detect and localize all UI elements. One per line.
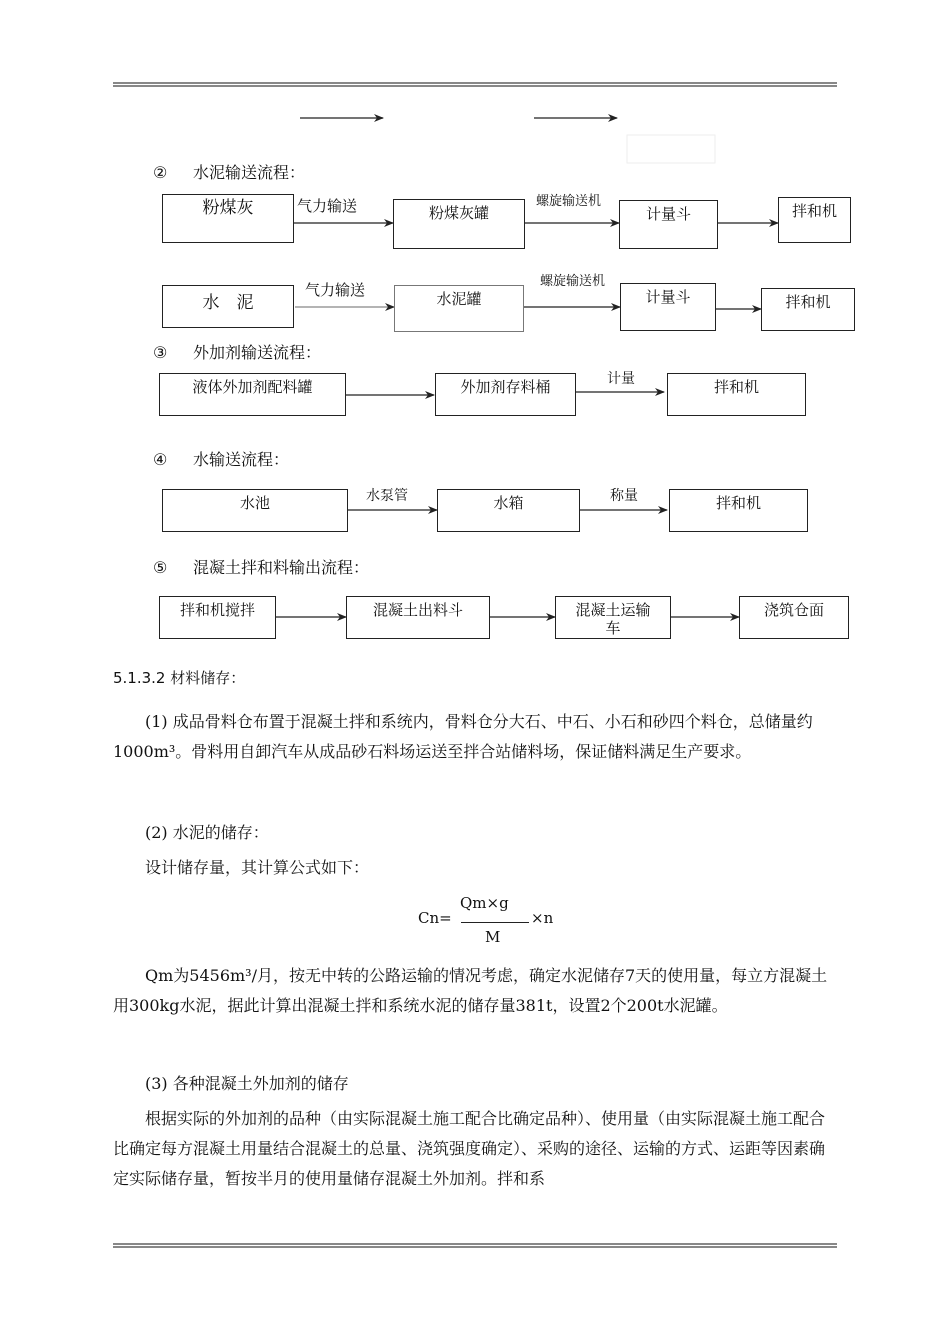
paragraph-additive-storage: (3) 各种混凝土外加剂的储存 <box>145 1074 349 1093</box>
section-title: 水泥输送流程： <box>193 163 306 182</box>
box-flyash-tank: 粉煤灰罐 <box>393 199 525 249</box>
section-cement-title <box>153 160 305 183</box>
formula-lhs: Cn= <box>418 909 452 927</box>
section-number: ④ <box>153 450 168 469</box>
footer-rule <box>113 1243 837 1248</box>
formula-denominator: M <box>485 928 501 946</box>
label-weighing: 称量 <box>610 488 638 504</box>
section-title: 混凝土拌和料输出流程： <box>193 558 370 577</box>
formula-numerator: Qm×g <box>460 894 509 912</box>
box-cement-tank: 水泥罐 <box>394 285 524 332</box>
box-mixer-2: 拌和机 <box>761 288 855 331</box>
label-pump-pipe: 水泵管 <box>366 488 408 504</box>
section-additive-title <box>153 340 321 363</box>
section-title: 水输送流程： <box>193 450 290 469</box>
paragraph-formula-intro: 设计储存量，其计算公式如下： <box>145 858 370 877</box>
box-mixer-mixing: 拌和机搅拌 <box>159 596 276 639</box>
box-discharge-hopper: 混凝土出料斗 <box>346 596 490 639</box>
section-number: ③ <box>153 343 168 362</box>
section-title: 外加剂输送流程： <box>193 343 322 362</box>
paragraph-additive-detail: 根据实际的外加剂的品种（由实际混凝土施工配合比确定品种）、使用量（由实际混凝土施工配合比确定每方混凝土用量结合混凝土的总量、浇筑强度确定）、采购的途径、运输的方式、运距等因素确定实际储存量，暂按半月的使用量储存混凝土外加剂。拌和系 <box>113 1109 826 1188</box>
box-additive-storage: 外加剂存料桶 <box>435 373 576 416</box>
box-pool: 水池 <box>162 489 348 532</box>
formula-suffix: ×n <box>531 909 554 927</box>
header-rule <box>113 82 837 87</box>
box-mixer-3: 拌和机 <box>667 373 806 416</box>
box-cement: 水 泥 <box>162 285 294 328</box>
section-number: ② <box>153 163 168 182</box>
label-screw-1: 螺旋输送机 <box>536 194 602 209</box>
box-transport-truck: 混凝土运输车 <box>555 596 671 639</box>
section-heading: 5.1.3.2 材料储存： <box>113 669 246 687</box>
paragraph-aggregate: (1) 成品骨料仓布置于混凝土拌和系统内，骨料仓分大石、中石、小石和砂四个料仓，总储量约1000m³。骨料用自卸汽车从成品砂石料场运送至拌合站储料场，保证储料满足生产要求。 <box>113 712 813 761</box>
box-pour-surface: 浇筑仓面 <box>739 596 849 639</box>
label-screw-2: 螺旋输送机 <box>540 274 606 289</box>
faint-box <box>627 135 715 163</box>
label-metering: 计量 <box>607 371 635 387</box>
label-pneumatic-1: 气力输送 <box>297 197 358 215</box>
box-mixer-4: 拌和机 <box>669 489 808 532</box>
box-water-tank: 水箱 <box>437 489 580 532</box>
paragraph-cement-storage: (2) 水泥的储存： <box>145 823 269 842</box>
box-additive-batch-tank: 液体外加剂配料罐 <box>159 373 346 416</box>
box-flyash: 粉煤灰 <box>162 194 294 243</box>
fraction-bar <box>461 922 529 923</box>
section-number: ⑤ <box>153 558 168 577</box>
section-water-title <box>153 447 289 470</box>
paragraph-cement-calc: Qm为5456m³/月，按无中转的公路运输的情况考虑，确定水泥储存7天的使用量，每立方混凝土用300kg水泥，据此计算出混凝土拌和系统水泥的储存量381t，设置2个200t水泥罐。 <box>113 966 828 1015</box>
box-hopper-1: 计量斗 <box>619 200 718 249</box>
box-hopper-2: 计量斗 <box>620 283 716 331</box>
label-pneumatic-2: 气力输送 <box>305 281 366 299</box>
box-mixer-1: 拌和机 <box>778 197 851 243</box>
section-output-title <box>153 555 369 578</box>
